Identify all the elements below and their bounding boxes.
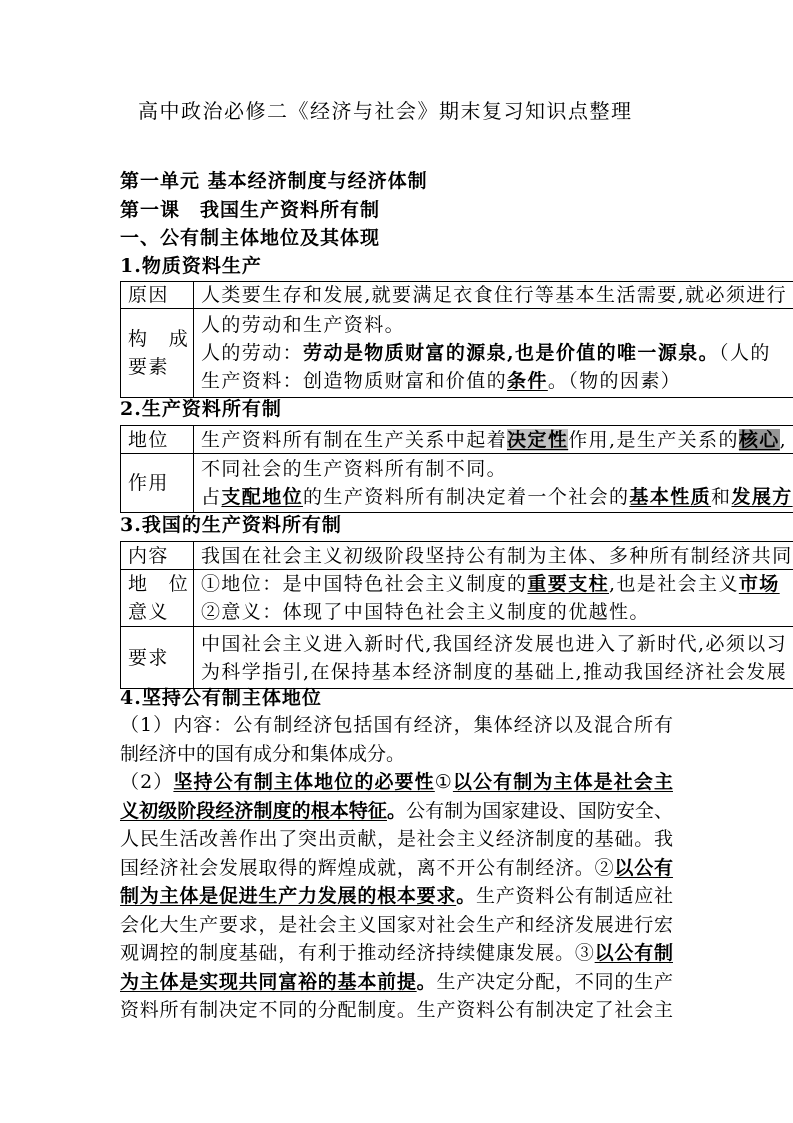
text-run: 我国在社会主义初级阶段坚持公有制为主体、多种所有制经济共同	[201, 544, 793, 567]
key-term: 以公有制为主体是社会主	[452, 771, 673, 793]
row-label	[120, 454, 194, 512]
subsection-heading: 2.生产资料所有制	[120, 398, 282, 420]
section4-body	[120, 711, 673, 1025]
text-run: 。（物的因素）	[547, 370, 682, 392]
text-run: 人的劳动：	[201, 342, 304, 364]
table-row	[120, 308, 793, 397]
text-run: 生产资料：创造物质财富和价值的	[201, 370, 508, 392]
text-run: 为科学指引,在保持基本经济制度的基础上,推动我国经济社会发展	[201, 660, 788, 683]
text-line	[201, 367, 793, 395]
highlighted-term: 决定性	[507, 428, 569, 451]
row-content	[194, 454, 793, 512]
row-content	[194, 282, 793, 308]
key-term: 制为主体是促进生产力发展的根本要求	[120, 885, 457, 907]
row-label-line: 要求	[128, 646, 169, 669]
row-label	[120, 309, 194, 397]
text-run: 人民生活改善作出了突出贡献，是社会主义经济制度的基础。我	[120, 828, 673, 850]
text-line	[201, 658, 793, 686]
row-label-line: 意义	[128, 601, 169, 623]
table-row	[120, 541, 793, 569]
text-run: 中国社会主义进入新时代,我国经济发展也进入了新时代,必须以习	[201, 632, 788, 655]
row-content	[194, 542, 793, 569]
text-run: 国经济社会发展取得的辉煌成就，离不开公有制经济。	[120, 856, 595, 879]
key-term: 以公有制	[594, 942, 673, 964]
text-line	[120, 825, 673, 854]
key-term: 坚持公有制主体地位的必要性	[173, 771, 435, 793]
key-term: 以公有	[614, 856, 673, 879]
text-line	[201, 339, 793, 367]
row-content	[194, 309, 793, 397]
key-term: 市场	[738, 573, 780, 595]
table-means-of-production-ownership	[120, 425, 793, 513]
subsection-heading: 1.物质资料生产	[120, 255, 262, 277]
key-term: 为主体是实现共同富裕的基本前提	[120, 970, 417, 993]
text-line	[201, 630, 793, 658]
row-label-line: 内容	[128, 544, 169, 567]
text-run: 观调控的制度基础，有利于推动经济持续健康发展。	[120, 942, 575, 964]
row-label-line: 构 成	[128, 328, 190, 350]
row-label	[120, 426, 194, 453]
row-label	[120, 542, 194, 569]
row-label-line: 原因	[128, 284, 169, 306]
text-line	[120, 797, 673, 826]
text-line	[201, 311, 793, 339]
text-run: （1）内容：公有制经济包括国有经济，集体经济以及混合所有	[120, 714, 673, 736]
text-run: （人的	[719, 342, 771, 364]
row-label-line: 地位	[128, 428, 169, 451]
table-row	[120, 569, 793, 626]
text-run: 和	[711, 486, 732, 508]
text-run: 生产资料所有制在生产关系中起着	[201, 428, 508, 451]
bold-text: 劳动是物质财富的源泉,也是价值的唯一源泉。	[303, 342, 720, 364]
bold-text: 。	[456, 885, 476, 907]
text-line	[201, 483, 793, 511]
key-term: 条件	[507, 370, 548, 392]
key-term: 支配地位	[221, 486, 304, 508]
text-run: 生产资料公有制适应社	[475, 885, 673, 907]
text-run: （2）	[120, 771, 174, 793]
row-label	[120, 282, 194, 308]
text-line	[120, 911, 673, 940]
text-run: 不同社会的生产资料所有制不同。	[201, 458, 508, 480]
row-label	[120, 627, 194, 688]
text-run: 的生产资料所有制决定着一个社会的	[303, 486, 630, 508]
section-heading: 一、公有制主体地位及其体现	[120, 227, 381, 249]
text-run: ,	[779, 428, 788, 451]
text-run: ,也是社会主义	[609, 573, 739, 595]
text-run: 制经济中的国有成分和集体成分。	[120, 742, 406, 765]
text-run: ①	[434, 771, 453, 793]
text-run: ②	[594, 856, 615, 879]
text-line	[120, 968, 673, 997]
text-line	[120, 939, 673, 968]
text-line	[120, 854, 673, 883]
unit-heading: 第一单元 基本经济制度与经济体制	[120, 170, 428, 192]
table-row	[120, 281, 793, 308]
row-content	[194, 426, 793, 453]
paragraph	[120, 768, 673, 1025]
row-content	[194, 627, 793, 688]
text-run: ③	[574, 942, 595, 964]
text-run: 会化大生产要求，是社会主义国家对社会生产和经济发展进行宏	[120, 913, 673, 936]
text-run: 人类要生存和发展,就要满足衣食住行等基本生活需要,就必须进行	[201, 284, 788, 306]
row-label-line: 要素	[128, 356, 169, 378]
text-line	[120, 740, 673, 769]
text-run: 生产决定分配，不同的生产	[436, 970, 673, 993]
text-run: 人的劳动和生产资料。	[201, 314, 406, 336]
row-label-line: 作用	[128, 472, 169, 494]
key-term: 基本性质	[629, 486, 712, 508]
highlighted-term: 核心	[738, 428, 780, 451]
text-run: ①地位：是中国特色社会主义制度的	[201, 573, 528, 595]
text-run: ②意义：体现了中国特色社会主义制度的优越性。	[201, 601, 650, 623]
bold-text: 。	[416, 970, 437, 993]
text-run: 资料所有制决定不同的分配制度。生产资料公有制决定了社会主	[120, 999, 673, 1021]
row-label-line: 地 位	[128, 573, 190, 595]
text-line	[120, 711, 673, 740]
text-line	[201, 570, 793, 598]
lesson-heading: 第一课 我国生产资料所有制	[120, 199, 381, 221]
table-china-ownership	[120, 541, 793, 689]
text-line	[120, 882, 673, 911]
text-line	[201, 542, 793, 569]
key-term: 重要支柱	[527, 573, 610, 595]
table-row	[120, 626, 793, 688]
text-run: 公有制为国家建设、国防安全、	[406, 799, 673, 822]
text-run: 占	[201, 486, 222, 508]
text-line	[201, 455, 793, 483]
subsection-heading: 3.我国的生产资料所有制	[120, 514, 342, 536]
text-line	[120, 996, 673, 1025]
text-line	[201, 282, 793, 308]
bold-text: 。	[386, 799, 407, 822]
text-line	[201, 426, 793, 453]
text-line	[120, 768, 673, 797]
text-line	[201, 598, 793, 626]
table-row	[120, 425, 793, 453]
doc-title: 高中政治必修二《经济与社会》期末复习知识点整理	[138, 99, 633, 123]
key-term: 发展方	[731, 486, 793, 508]
text-run: 作用,是生产关系的	[568, 428, 739, 451]
subsection-heading: 4.坚持公有制主体地位	[120, 687, 322, 709]
paragraph	[120, 711, 673, 768]
table-row	[120, 453, 793, 512]
table-material-production	[120, 281, 793, 398]
row-label	[120, 570, 194, 626]
row-content	[194, 570, 793, 626]
key-term: 义初级阶段经济制度的根本特征	[120, 799, 387, 822]
